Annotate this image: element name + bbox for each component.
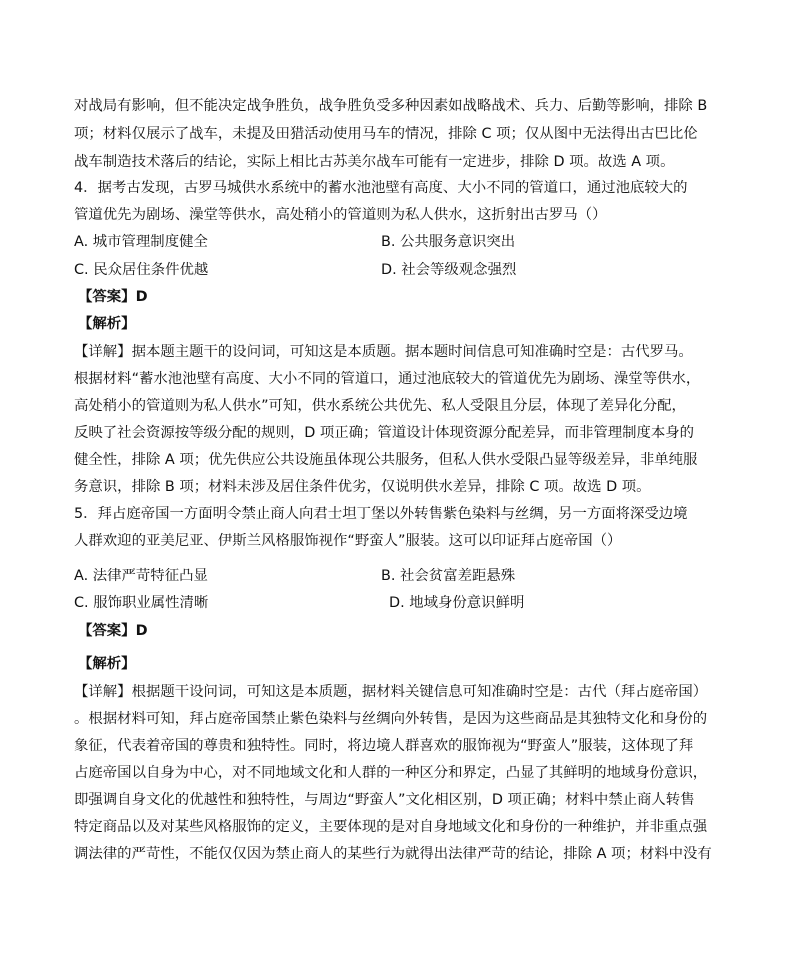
q5-option-d: D. 地域身份意识鲜明 — [389, 595, 525, 611]
text-line: 对战局有影响，但不能决定战争胜负，战争胜负受多种因素如战略战术、兵力、后勤等影响，排除 B — [74, 98, 708, 114]
q5-detail-line: 调法律的严苛性，不能仅仅因为禁止商人的某些行为就得出法律严苛的结论，排除 A 项；材料中没有 — [74, 846, 712, 862]
q5-detail-line: 。根据材料可知，拜占庭帝国禁止紫色染料与丝绸向外转售，是因为这些商品是其独特文化和身份的 — [74, 711, 708, 727]
q5-option-b: B. 社会贫富差距悬殊 — [381, 568, 516, 584]
q5-detail-line: 象征，代表着帝国的尊贵和独特性。同时，将边境人群喜欢的服饰视为“野蛮人”服装，这体现了拜 — [74, 738, 694, 754]
question-5-stem: 5．拜占庭帝国一方面明令禁止商人向君士坦丁堡以外转售紫色染料与丝绸，另一方面将深受边境 — [74, 506, 688, 522]
q4-analysis-label: 【解析】 — [78, 316, 136, 332]
q4-option-b: B. 公共服务意识突出 — [381, 234, 516, 250]
q4-detail-line: 务意识，排除 B 项；材料未涉及居住条件优劣，仅说明供水差异，排除 C 项。故选 D 项。 — [74, 479, 651, 495]
q4-detail-line: 健全性，排除 A 项；优先供应公共设施虽体现公共服务，但私人供水受限凸显等级差异，非单纯服 — [74, 452, 698, 468]
q4-option-a: A. 城市管理制度健全 — [74, 234, 208, 250]
q4-option-c: C. 民众居住条件优越 — [74, 262, 209, 278]
q4-option-d: D. 社会等级观念强烈 — [381, 262, 517, 278]
q5-analysis-label: 【解析】 — [78, 656, 136, 672]
q4-answer: 【答案】D — [78, 289, 148, 305]
question-5-stem: 人群欢迎的亚美尼亚、伊斯兰风格服饰视作“野蛮人”服装。这可以印证拜占庭帝国（） — [74, 533, 622, 549]
text-line: 项；材料仅展示了战车，未提及田猎活动使用马车的情况，排除 C 项；仅从图中无法得出古巴比伦 — [74, 126, 698, 142]
q4-detail-line: 高处稍小的管道则为私人供水”可知，供水系统公共优先、私人受限且分层，体现了差异化分配， — [74, 398, 686, 414]
q4-detail-line: 【详解】据本题主题干的设问词，可知这是本质题。据本题时间信息可知准确时空是：古代罗马。 — [74, 344, 693, 360]
question-4-stem: 管道优先为剧场、澡堂等供水，高处稍小的管道则为私人供水，这折射出古罗马（） — [74, 207, 607, 223]
q5-detail-line: 即强调自身文化的优越性和独特性，与周边“野蛮人”文化相区别，D 项正确；材料中禁止商人转售 — [74, 792, 695, 808]
question-4-stem: 4．据考古发现，古罗马城供水系统中的蓄水池池壁有高度、大小不同的管道口，通过池底较大的 — [74, 180, 688, 196]
text-line: 战车制造技术落后的结论，实际上相比古苏美尔战车可能有一定进步，排除 D 项。故选 A 项。 — [74, 154, 675, 170]
q5-option-a: A. 法律严苛特征凸显 — [74, 568, 208, 584]
q5-option-c: C. 服饰职业属性清晰 — [74, 595, 209, 611]
q4-detail-line: 根据材料“蓄水池池壁有高度、大小不同的管道口，通过池底较大的管道优先为剧场、澡堂等供水， — [74, 371, 701, 387]
q4-detail-line: 反映了社会资源按等级分配的规则，D 项正确；管道设计体现资源分配差异，而非管理制度本身的 — [74, 425, 695, 441]
q5-answer: 【答案】D — [78, 623, 148, 639]
q5-detail-line: 【详解】根据题干设问词，可知这是本质题，据材料关键信息可知准确时空是：古代（拜占庭帝国） — [74, 684, 708, 700]
q5-detail-line: 占庭帝国以自身为中心，对不同地域文化和人群的一种区分和界定，凸显了其鲜明的地域身份意识， — [74, 765, 708, 781]
q5-detail-line: 特定商品以及对某些风格服饰的定义，主要体现的是对自身地域文化和身份的一种维护，并非重点强 — [74, 819, 708, 835]
